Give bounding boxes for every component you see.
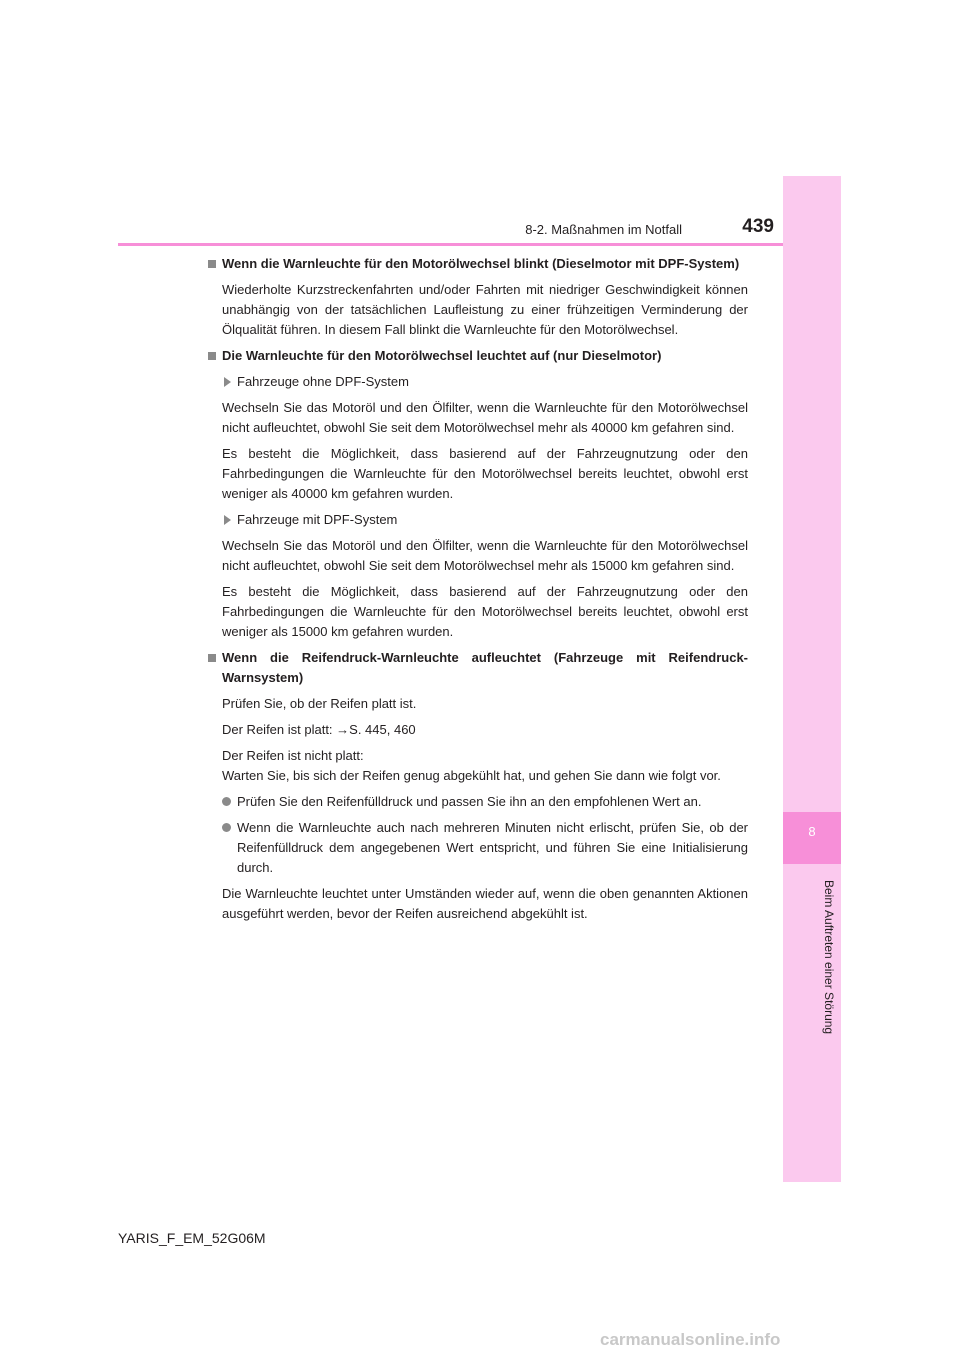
section-heading: Die Warnleuchte für den Motorölwechsel leuchtet auf (nur Dieselmotor) [208,346,748,366]
square-bullet-icon [208,352,216,360]
sub-heading: Fahrzeuge ohne DPF-System [222,372,748,392]
triangle-arrow-icon [224,377,231,387]
chapter-title: Beim Auftreten einer Störung [822,880,836,1035]
chapter-number: 8 [808,824,816,839]
document-code: YARIS_F_EM_52G06M [118,1230,266,1246]
page-content [208,254,748,930]
paragraph: Der Reifen ist platt: →S. 445, 460 [222,722,416,737]
paragraph: Wechseln Sie das Motoröl und den Ölfilter, wenn die Warnleuchte für den Motorölwechsel nicht aufleuchtet, obwohl Sie seit dem Motorölwechsel mehr als 15000 km gefahren sind. [222,538,748,573]
sub-heading: Fahrzeuge mit DPF-System [222,510,748,530]
paragraph: Es besteht die Möglichkeit, dass basierend auf der Fahrzeugnutzung oder den Fahrbedingungen die Warnleuchte für den Motorölwechsel bereits leuchtet, obwohl erst weniger als 40000 km gefahren wurden. [222,446,748,501]
circle-bullet-icon [222,823,231,832]
paragraph: Wiederholte Kurzstreckenfahrten und/oder Fahrten mit niedriger Geschwindigkeit können unabhängig von der tatsächlichen Laufleistung zu einer frühzeitigen Verminderung der Ölqualität führen. In diesem Fall blinkt die Warnleuchte für den Motorölwechsel. [222,282,748,337]
list-item: Wenn die Warnleuchte auch nach mehreren Minuten nicht erlischt, prüfen Sie, ob der Reifenfülldruck dem angegebenen Wert entspricht, und führen Sie eine Initialisierung durch. [222,818,748,878]
watermark: carmanualsonline.info [600,1330,781,1349]
square-bullet-icon [208,654,216,662]
square-bullet-icon [208,260,216,268]
section-heading: Wenn die Warnleuchte für den Motorölwechsel blinkt (Dieselmotor mit DPF-System) [208,254,748,274]
section-title: 8-2. Maßnahmen im Notfall [525,222,682,237]
paragraph: Wechseln Sie das Motoröl und den Ölfilter, wenn die Warnleuchte für den Motorölwechsel nicht aufleuchtet, obwohl Sie seit dem Motorölwechsel mehr als 40000 km gefahren sind. [222,400,748,435]
list-item: Prüfen Sie den Reifenfülldruck und passen Sie ihn an den empfohlenen Wert an. [222,792,748,812]
paragraph: Prüfen Sie, ob der Reifen platt ist. [222,696,417,711]
header-divider [118,243,783,246]
paragraph: Der Reifen ist nicht platt: Warten Sie, bis sich der Reifen genug abgekühlt hat, und gehen Sie dann wie folgt vor. [222,748,721,783]
triangle-arrow-icon [224,515,231,525]
page-number: 439 [742,216,774,237]
circle-bullet-icon [222,797,231,806]
section-heading: Wenn die Reifendruck-Warnleuchte aufleuchtet (Fahrzeuge mit Reifendruck-Warnsystem) [208,648,748,688]
paragraph: Die Warnleuchte leuchtet unter Umständen wieder auf, wenn die oben genannten Aktionen ausgeführt werden, bevor der Reifen ausreichend abgekühlt ist. [222,886,748,921]
paragraph: Es besteht die Möglichkeit, dass basierend auf der Fahrzeugnutzung oder den Fahrbedingungen die Warnleuchte für den Motorölwechsel bereits leuchtet, obwohl erst weniger als 15000 km gefahren wurden. [222,584,748,639]
